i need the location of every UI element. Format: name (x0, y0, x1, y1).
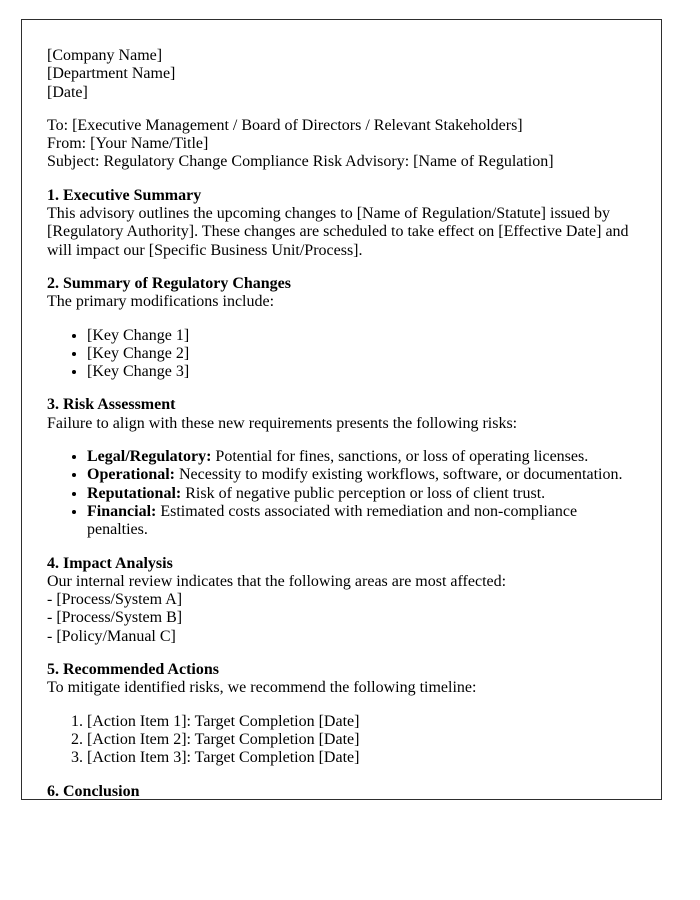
letterhead (47, 47, 641, 102)
risk-item (87, 448, 641, 466)
impact-item: - [Process/System B] (47, 609, 183, 627)
subject-line: Subject: Regulatory Change Compliance Risk Advisory: [Name of Regulation] (47, 153, 554, 171)
advisory-letter-container (21, 19, 662, 800)
section-body-5: To mitigate identified risks, we recommend the following timeline: (47, 679, 477, 697)
section-risk-assessment (47, 396, 641, 433)
risk-label: Legal/Regulatory: (87, 448, 212, 466)
section-body-1: This advisory outlines the upcoming changes to [Name of Regulation/Statute] issued by [Regulatory Authority]. These changes are scheduled to take effect on [Effective Date] and will impact our [Specific Business Unit/Process]. (47, 205, 629, 259)
section-heading-6: 6. Conclusion (47, 782, 140, 800)
section-impact-analysis (47, 555, 641, 646)
impact-item: - [Process/System A] (47, 591, 183, 609)
meta-block (47, 117, 641, 172)
section-body-4: Our internal review indicates that the following areas are most affected: (47, 572, 507, 590)
section-executive-summary (47, 187, 641, 260)
section-body-3: Failure to align with these new requirements presents the following risks: (47, 414, 518, 432)
risk-text: Risk of negative public perception or loss of client trust. (185, 484, 546, 502)
risk-list (47, 448, 641, 539)
risk-text: Potential for fines, sanctions, or loss of operating licenses. (215, 448, 589, 466)
company-name: [Company Name] (47, 47, 163, 64)
key-change-item: • [Key Change 1] (87, 327, 641, 345)
risk-text: Necessity to modify existing workflows, software, or documentation. (179, 466, 623, 484)
section-body-2: The primary modifications include: (47, 293, 275, 311)
risk-label: Reputational: (87, 484, 182, 502)
key-changes-list (47, 327, 641, 382)
risk-text: Estimated costs associated with remediation and non-compliance penalties. (87, 502, 578, 539)
section-heading-1: 1. Executive Summary (47, 186, 202, 204)
department-name: [Department Name] (47, 65, 176, 83)
section-heading-2: 2. Summary of Regulatory Changes (47, 274, 291, 292)
risk-item (87, 485, 641, 503)
key-change-item: • [Key Change 2] (87, 345, 641, 363)
risk-item (87, 503, 641, 540)
section-heading-5: 5. Recommended Actions (47, 661, 219, 679)
impact-item: - [Policy/Manual C] (47, 627, 176, 645)
action-list (47, 713, 641, 768)
risk-item (87, 466, 641, 484)
action-item: 2. [Action Item 2]: Target Completion [Date] (87, 731, 641, 749)
action-item: 1. [Action Item 1]: Target Completion [Date] (87, 713, 641, 731)
key-change-item: • [Key Change 3] (87, 363, 641, 381)
risk-label: Financial: (87, 502, 157, 520)
section-heading-4: 4. Impact Analysis (47, 554, 173, 572)
to-line: To: [Executive Management / Board of Directors / Relevant Stakeholders] (47, 116, 523, 134)
risk-label: Operational: (87, 466, 175, 484)
section-conclusion (47, 783, 641, 801)
section-recommended-actions (47, 661, 641, 698)
letter-date: [Date] (47, 83, 88, 101)
section-heading-3: 3. Risk Assessment (47, 396, 176, 414)
section-regulatory-changes (47, 275, 641, 312)
action-item: 3. [Action Item 3]: Target Completion [Date] (87, 749, 641, 767)
from-line: From: [Your Name/Title] (47, 135, 209, 153)
